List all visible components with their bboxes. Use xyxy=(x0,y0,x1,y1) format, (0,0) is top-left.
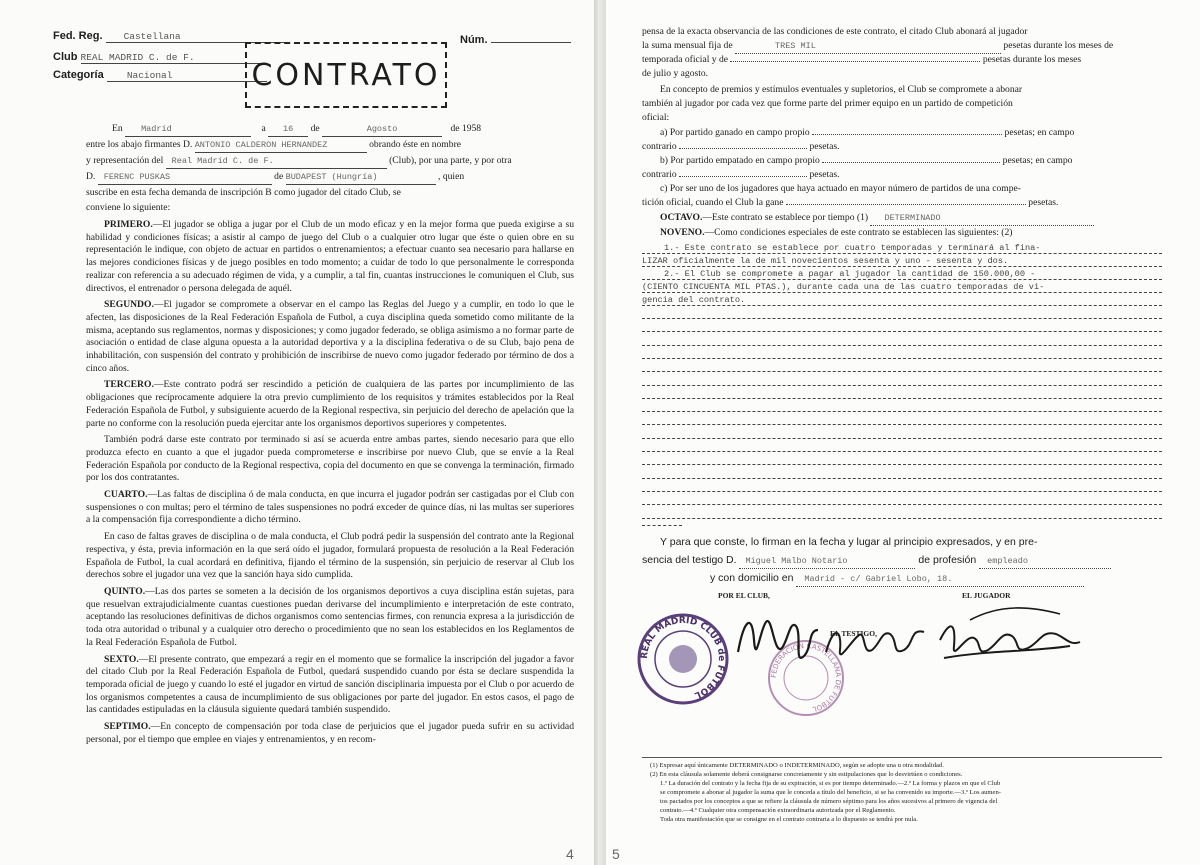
categoria-label: Categoría xyxy=(53,69,104,81)
blank-dashed-line xyxy=(642,411,1162,412)
clause-paragraph xyxy=(86,219,574,295)
intro-line-3 xyxy=(86,155,512,169)
club-label: Club xyxy=(53,51,78,63)
player-signature-flourish xyxy=(970,608,1060,620)
clause-paragraph xyxy=(86,721,574,746)
r-p7: oficial: xyxy=(642,112,670,123)
closing2b: de profesión xyxy=(918,554,977,566)
blank-dashed-line xyxy=(642,331,1162,332)
intro-line-2 xyxy=(86,139,461,153)
octavo-head: OCTAVO. xyxy=(660,212,703,223)
contract-title-box xyxy=(245,42,447,108)
r-a2-label: contrario xyxy=(642,141,677,152)
r-a2 xyxy=(642,141,840,154)
fed-label: Fed. Reg. xyxy=(53,30,103,42)
clause-heading: SEPTIMO. xyxy=(104,721,151,733)
special-condition-line: 2.- El Club se compromete a pagar al jugador la cantidad de 150.000,00 - xyxy=(664,269,1036,279)
r-c1: c) Por ser uno de los jugadores que haya actuado en mayor número de partidos de una compe- xyxy=(660,183,1021,194)
r-b1-fill xyxy=(822,162,1000,163)
r-p2 xyxy=(642,40,1113,54)
clause-text: —El jugador se obliga a jugar por el Club de un modo eficaz y en la mejor forma que pueda exigirse a su habilidad y condiciones físicas; a asistir al campo de juego del Club o a cualquier otro lugar que éste o quien obre en su representación le indique, con objeto de actuar en partidos o entrenamientos; a efectuar cuanto sea necesario para hallarse en las mejores condiciones físicas y de juego posibles en todo momento; a cuidar de todo lo que personalmente le corresponda realizar con referencia a su adecuado régimen de vida, y a cumplir, a tal fin, cuantas instrucciones le comuniquen el Club, sus directivos, el entrenador o persona delegada de aquél. xyxy=(86,219,574,294)
clause-text: —El presente contrato, que empezará a regir en el momento que se formalice la inscripción del jugador a favor del citado Club por la Real Federación Española de Futbol, quedará suspendido cuando por ésta se declare suspendida la temporada oficial de juego y cuando lo esté el jugador en virtud de sanción disciplinaria impuesta por el Club o por acuerdo de los organismos competentes a causa de incumplimiento de sus obligaciones por parte del jugador. En estos casos, el pago de las cantidades estipuladas en la cláusula siguiente quedará también suspendido. xyxy=(86,653,574,716)
num-value-line xyxy=(491,42,571,43)
r-p4: de julio y agosto. xyxy=(642,68,709,79)
clause-paragraph xyxy=(86,531,574,582)
r-a2b: pesetas. xyxy=(809,141,840,152)
r-b2 xyxy=(642,169,840,182)
clauses-left xyxy=(86,219,574,750)
r-b1b: pesetas; en campo xyxy=(1002,155,1073,166)
special-condition-line: (CIENTO CINCUENTA MIL PTAS.), durante cada una de las cuatro temporadas de vi- xyxy=(642,282,1045,292)
clause-heading: QUINTO. xyxy=(104,585,146,597)
intro-line3-a: y representación del xyxy=(86,155,164,166)
r-p1: pensa de la exacta observancia de las condiciones de este contrato, el citado Club abonará al jugador xyxy=(642,26,1028,37)
r-noveno xyxy=(660,227,1012,240)
num-label: Núm. xyxy=(460,34,488,46)
clause-text: También podrá darse este contrato por terminado si así se acuerda entre ambas partes, siendo necesario para que ello produzca efecto en cuanto a que el jugador pueda comprometerse e inscribirse por nuevo Club, que se envíe a la Real Federación Española por conducto de la Regional respectiva, copia del documento en que se convenga la terminación, firmado por los dos contratantes. xyxy=(86,434,574,484)
contract-page-right xyxy=(606,0,1200,865)
noveno-head: NOVENO. xyxy=(660,227,705,238)
el-jugador-label: EL JUGADOR xyxy=(962,591,1011,600)
club-field xyxy=(53,51,267,64)
special-condition-line: 1.- Este contrato se establece por cuatro temporadas y terminará al fina- xyxy=(664,243,1041,253)
blank-dashed-line xyxy=(642,398,1162,399)
intro-month: Agosto xyxy=(322,123,442,137)
num-field xyxy=(460,34,571,46)
clause-text: En caso de faltas graves de disciplina o de mala conducta, el Club podrá pedir la suspensión del contrato ante la Regional respectiva, y ésta, previa información en la que será oído el jugador, formulará propuesta de resolución a la Real Federación Española de Futbol, la cual acordará en definitiva, fijando el término de la suspensión, sin perjuicio de reservar al Club los derechos sobre el jugador una vez que la sanción haya sido cumplida. xyxy=(86,531,574,581)
intro-de3: de xyxy=(274,171,284,182)
intro-club: Real Madrid C. de F. xyxy=(166,155,387,169)
blank-dashed-line xyxy=(642,438,1162,439)
intro-a: a xyxy=(261,123,266,134)
footnote-line: 1.º La duración del contrato y la fecha fija de su expiración, si es por tiempo determinado.—2.º La forma y plazos en que el Club xyxy=(660,780,1001,787)
blank-dashed-line xyxy=(642,478,1162,479)
blank-dashed-line xyxy=(642,525,682,526)
closing3a: y con domicilio en xyxy=(710,572,794,584)
r-c2 xyxy=(642,197,1058,210)
closing-1: Y para que conste, lo firman en la fecha y lugar al principio expresados, y en pre- xyxy=(660,536,1038,548)
footnote-line: (1) Expresar aquí únicamente DETERMINADO o INDETERMINADO, según se adopte una u otra modalidad. xyxy=(650,762,944,769)
intro-year: de 1958 xyxy=(450,123,482,134)
blank-dashed-line xyxy=(642,504,1162,505)
clause-paragraph xyxy=(86,586,574,650)
r-p6: también al jugador por cada vez que forme parte del primer equipo en un partido de competición xyxy=(642,98,1013,109)
r-b2b: pesetas. xyxy=(809,169,840,180)
r-c2-fill xyxy=(786,204,1026,205)
special-condition-underline xyxy=(642,253,1162,254)
blank-dashed-line xyxy=(642,385,1162,386)
footnote-line: tos pactados por los conceptos a que se refiere la cláusula de número séptimo para los años sucesivos al primero de vigencia del xyxy=(660,798,998,805)
stamp2-text: FEDERACIÓN CASTELLANA DE FUTBOL xyxy=(769,641,843,714)
r-p2-fill: TRES MIL xyxy=(735,40,1001,54)
intro-city: Madrid xyxy=(125,123,251,137)
page-mark-right: 5 xyxy=(612,846,620,862)
contract-title: CONTRATO xyxy=(251,57,441,93)
intro-line-6: conviene lo siguiente: xyxy=(86,202,171,213)
clause-text: —El jugador se compromete a observar en el campo las Reglas del Juego y a cumplir, en todo lo que le afecten, las disposiciones de la Real Federación Española de Futbol, a cuya disciplina queda sometido como militante de la misma, aceptando sus reglamentos, normas y disposiciones; y como jugador federado, se obliga asimismo a no formar parte de asociación o entidad de clase alguna opuesta a la autoridad deportiva y a la disciplina federativa o de su Club, bajo pena de inhabilitación, con suspensión del contrato y prohibición de inscribirse de nuevo como jugador federado por término de dos a cinco años. xyxy=(86,299,574,374)
special-condition-underline xyxy=(642,305,1162,306)
clause-paragraph xyxy=(86,489,574,527)
r-b1 xyxy=(660,155,1072,168)
clause-heading: SEXTO. xyxy=(104,653,139,665)
closing-3 xyxy=(710,572,1084,587)
octavo-fill: DETERMINADO xyxy=(870,212,1094,226)
intro-day: 16 xyxy=(268,123,308,137)
r-p2b: pesetas durante los meses de xyxy=(1003,40,1114,51)
witness-signature xyxy=(826,631,924,654)
closing-2 xyxy=(642,554,1111,569)
intro-player: FERENC PUSKAS xyxy=(98,171,272,185)
clause-text: —En concepto de compensación por toda clase de perjuicios que el jugador pueda sufrir en su actividad personal, por el tiempo que emplee en viajes y entrenamientos, y en recom- xyxy=(86,721,574,745)
r-p3 xyxy=(642,54,1081,67)
intro-line-1 xyxy=(112,123,481,137)
footnote-line: se compromete a abonar al jugador la suma que le conceda a título del beneficio, si se ha convenido su importe.—3.º Los aumen- xyxy=(660,789,1001,796)
blank-dashed-line xyxy=(642,451,1162,452)
noveno-text: —Como condiciones especiales de este contrato se establecen las siguientes: (2) xyxy=(704,227,1013,238)
r-c2-label: tición oficial, cuando el Club la gane xyxy=(642,197,784,208)
clause-paragraph xyxy=(86,434,574,485)
intro-en: En xyxy=(112,123,123,134)
r-a1-label: a) Por partido ganado en campo propio xyxy=(660,127,810,138)
clause-text: —Las faltas de disciplina ó de mala conducta, en que incurra el jugador podrán ser castigadas por el Club con suspensiones o con multas; pero el término de tales suspensiones no podrá exceder de quince días, ni las multas ser superiores a la compensación fija correspondiente a dicho término. xyxy=(86,489,574,526)
categoria-field xyxy=(53,69,267,82)
blank-dashed-line xyxy=(642,518,1162,519)
por-el-club-label: POR EL CLUB, xyxy=(718,591,770,600)
clause-heading: TERCERO. xyxy=(104,379,154,391)
real-madrid-stamp xyxy=(636,612,730,706)
clause-paragraph xyxy=(86,654,574,718)
r-b1-label: b) Por partido empatado en campo propio xyxy=(660,155,820,166)
clause-text: —Las dos partes se someten a la decisión de los organismos deportivos a cuya disciplina están sujetas, para que resuelvan extrajudicialmente cuantas cuestiones puedan derivarse del incumplimiento e interpretación de este contrato, aceptando las resoluciones definitivas de dichos organismos como sentencias firmes, con renuncia expresa a la jurisdicción de toda otra autoridad o tribunal y a cualquier otro derecho o procedimiento que no sean los establecidos en los Reglamentos de la Real Federación Española de Futbol. xyxy=(86,585,574,648)
intro-line4-a: D. xyxy=(86,171,96,182)
blank-dashed-line xyxy=(642,424,1162,425)
r-b2-fill xyxy=(679,176,807,177)
octavo-text: —Este contrato se establece por tiempo (1) xyxy=(702,212,869,223)
r-p3a: temporada oficial y de xyxy=(642,54,729,65)
player-signature xyxy=(940,626,1080,658)
footnote-line: contrato.—4.º Cualquier otra compensación extraordinaria autorizada por el Reglamento. xyxy=(660,807,896,814)
clause-heading: PRIMERO. xyxy=(104,219,153,230)
clause-heading: SEGUNDO. xyxy=(104,299,154,311)
blank-dashed-line xyxy=(642,371,1162,372)
intro-de: de xyxy=(310,123,320,134)
r-p5: En concepto de premios y estímulos eventuales y supletorios, el Club se compromete a abonar xyxy=(660,84,1023,95)
r-p3b: pesetas durante los meses xyxy=(982,54,1082,65)
club-value: REAL MADRID C. de F. xyxy=(81,52,267,64)
r-a1b: pesetas; en campo xyxy=(1004,127,1075,138)
footnote-line: Toda otra manifestación que se consigne en el contrato contraria a lo dispuesto se tendrá por nula. xyxy=(660,816,918,823)
footnote-line: (2) En esta cláusula solamente deberá consignarse concretamente y sin estipulaciones que lo desvirtúen o condiciones. xyxy=(650,771,963,778)
r-b2-label: contrario xyxy=(642,169,677,180)
r-c2b: pesetas. xyxy=(1028,197,1059,208)
clause-paragraph xyxy=(86,299,574,375)
intro-line2-b: obrando éste en nombre xyxy=(369,139,462,150)
book-gutter xyxy=(594,0,606,865)
clause-text: —Este contrato podrá ser rescindido a petición de cualquiera de las partes por incumplimiento de las obligaciones que recíprocamente adquiere la otra previo cumplimiento de los requisitos y trámites establecidos por la Real Federación Española de Futbol, y subsiguiente acuerdo de la Regional respectiva, sin perjuicio del derecho de apelación que la parte no conforme con la resolución pueda ejercitar ante los organismos deportivos superiores y competentes. xyxy=(86,379,574,429)
page-mark-left: 4 xyxy=(566,846,574,862)
contract-page-left xyxy=(0,0,594,865)
footnote-divider xyxy=(642,757,1162,758)
special-condition-underline xyxy=(642,266,1162,267)
special-condition-line: LIZAR oficialmente la de mil novecientos sesenta y uno - sesenta y dos. xyxy=(642,256,1009,266)
intro-line-4 xyxy=(86,171,464,185)
blank-dashed-line xyxy=(642,491,1162,492)
r-a1-fill xyxy=(812,134,1002,135)
witness-profession: empleado xyxy=(979,555,1111,569)
witness-address: Madrid - c/ Gabriel Lobo, 18. xyxy=(796,573,1084,587)
clause-paragraph xyxy=(86,379,574,430)
categoria-value: Nacional xyxy=(107,70,267,82)
r-a2-fill xyxy=(679,148,807,149)
clause-heading: CUARTO. xyxy=(104,489,148,501)
blank-dashed-line xyxy=(642,345,1162,346)
blank-dashed-line xyxy=(642,464,1162,465)
intro-line-5: suscribe en esta fecha demanda de inscripción B como jugador del citado Club, se xyxy=(86,187,401,198)
blank-dashed-line xyxy=(642,318,1162,319)
r-p2a: la suma mensual fija de xyxy=(642,40,733,51)
intro-signer: ANTONIO CALDERON HERNANDEZ xyxy=(195,139,367,153)
closing2a: sencia del testigo D. xyxy=(642,554,737,566)
fed-value: Castellana xyxy=(106,31,289,43)
blank-dashed-line xyxy=(642,358,1162,359)
stamp1-text: REAL MADRID CLUB de FUTBOL xyxy=(639,615,727,700)
r-a1 xyxy=(660,127,1074,140)
special-condition-line: gencia del contrato. xyxy=(642,295,746,305)
intro-line2-a: entre los abajo firmantes D. xyxy=(86,139,193,150)
intro-line3-b: (Club), por una parte, y por otra xyxy=(389,155,512,166)
signatures xyxy=(730,600,1090,690)
special-condition-underline xyxy=(642,279,1162,280)
club-signature xyxy=(738,621,818,658)
intro-player-city: BUDAPEST (Hungría) xyxy=(286,171,436,185)
el-testigo-label: EL TESTIGO, xyxy=(830,629,877,638)
r-octavo xyxy=(660,212,1094,226)
intro-line4-b: , quien xyxy=(438,171,465,182)
witness-name: Miguel Malbo Notario xyxy=(739,555,915,569)
special-condition-underline xyxy=(642,292,1162,293)
r-p3-fill xyxy=(730,61,980,62)
